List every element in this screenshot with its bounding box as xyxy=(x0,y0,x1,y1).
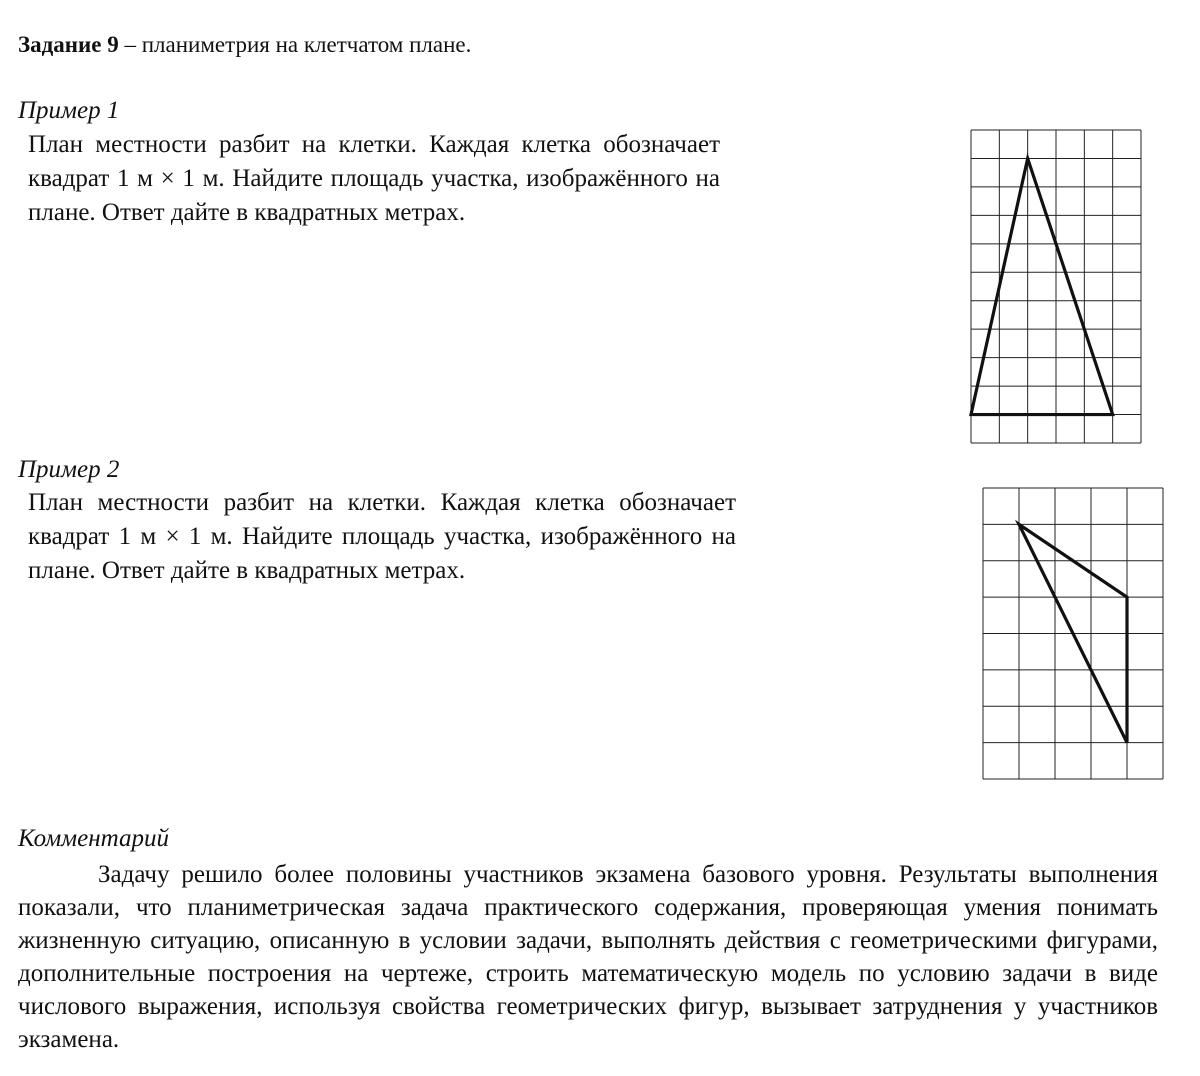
task-number: Задание 9 xyxy=(18,32,119,57)
example-2-title: Пример 2 xyxy=(18,456,120,483)
example-1-title: Пример 1 xyxy=(18,97,120,124)
task-heading xyxy=(18,30,471,60)
triangle-plot-shape xyxy=(971,158,1113,414)
comment-title: Комментарий xyxy=(18,825,169,852)
example-2-grid-plan xyxy=(983,488,1163,779)
comment-text: Задачу решило более половины участников экзамена базового уровня. Результаты выполнения показали, что планиметрическая задача практического содержания, проверяющая умения понимать жизненную ситуацию, описанную в условии задачи, выполнять действия с геометрическими фигурами, дополнительные построения на чертеже, строить математическую модель по условию задачи в виде числового выражения, используя свойства геометрических фигур, вызывает затруднения у участников экзамена. xyxy=(18,861,1158,1053)
example-1-grid-plan xyxy=(971,130,1141,443)
example-2-text: План местности разбит на клетки. Каждая клетка обозначает квадрат 1 м × 1 м. Найдите площадь участка, изображённого на плане. Ответ дайте в квадратных метрах. xyxy=(28,489,736,584)
example-1-text: План местности разбит на клетки. Каждая клетка обозначает квадрат 1 м × 1 м. Найдите площадь участка, изображённого на плане. Ответ дайте в квадратных метрах. xyxy=(28,131,720,226)
task-topic: – планиметрия на клетчатом плане. xyxy=(118,32,472,57)
